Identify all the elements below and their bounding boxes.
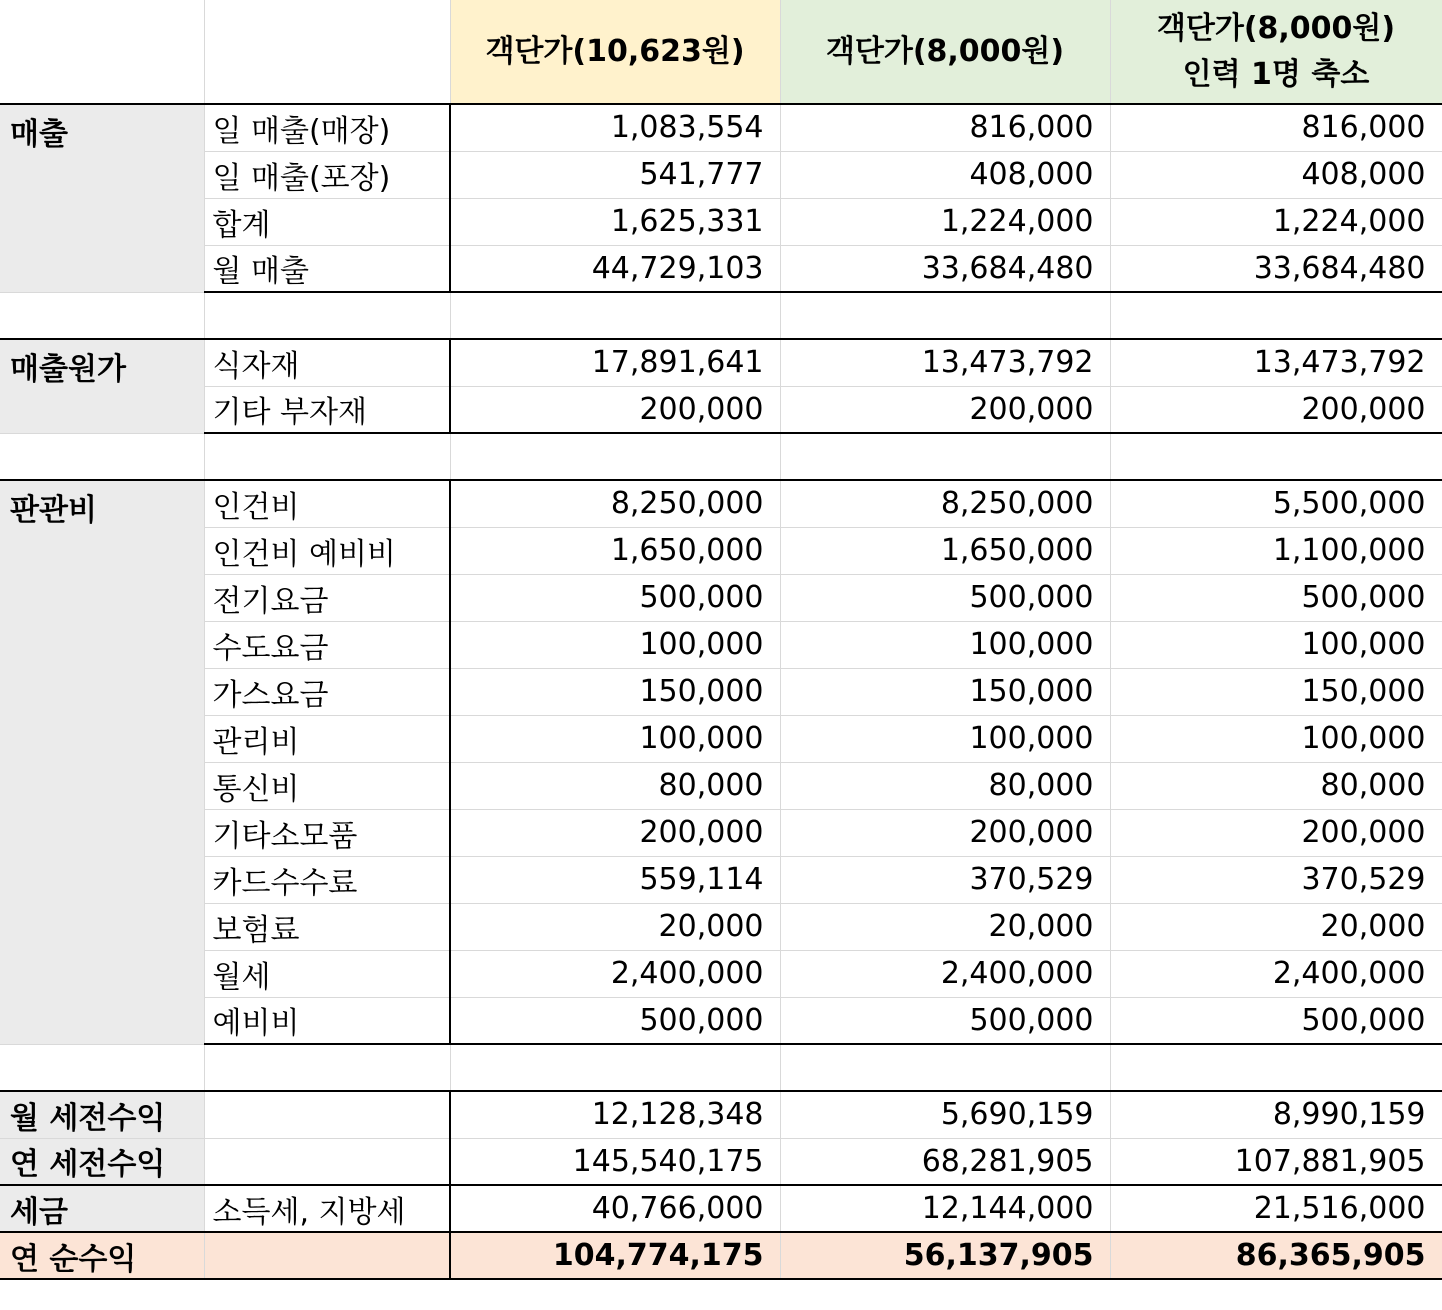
empty-cell[interactable] bbox=[204, 1232, 450, 1279]
table-row bbox=[0, 997, 1442, 1044]
category-sga[interactable]: 판관비 bbox=[0, 480, 204, 1044]
label-annual-pretax[interactable]: 연 세전수익 bbox=[0, 1138, 204, 1185]
value-cell[interactable]: 2,400,000 bbox=[450, 950, 780, 997]
row-label[interactable]: 가스요금 bbox=[204, 668, 450, 715]
row-label[interactable]: 월 매출 bbox=[204, 245, 450, 292]
value-cell[interactable]: 33,684,480 bbox=[1110, 245, 1442, 292]
value-cell[interactable]: 44,729,103 bbox=[450, 245, 780, 292]
table-row bbox=[0, 950, 1442, 997]
empty-cell[interactable] bbox=[0, 292, 204, 339]
value-cell[interactable]: 1,224,000 bbox=[780, 198, 1110, 245]
table-row bbox=[0, 1138, 1442, 1185]
empty-cell[interactable] bbox=[780, 433, 1110, 480]
row-label[interactable]: 인건비 bbox=[204, 480, 450, 527]
value-cell[interactable]: 200,000 bbox=[450, 386, 780, 433]
value-cell[interactable]: 1,625,331 bbox=[450, 198, 780, 245]
row-label[interactable]: 일 매출(포장) bbox=[204, 151, 450, 198]
blank-row bbox=[0, 292, 1442, 339]
value-cell[interactable]: 68,281,905 bbox=[780, 1138, 1110, 1185]
table-row bbox=[0, 715, 1442, 762]
value-cell[interactable]: 80,000 bbox=[1110, 762, 1442, 809]
value-cell[interactable]: 1,650,000 bbox=[450, 527, 780, 574]
table-row bbox=[0, 621, 1442, 668]
value-cell[interactable]: 5,690,159 bbox=[780, 1091, 1110, 1138]
value-cell[interactable]: 86,365,905 bbox=[1110, 1232, 1442, 1279]
value-cell[interactable]: 13,473,792 bbox=[780, 339, 1110, 386]
value-cell[interactable]: 408,000 bbox=[780, 151, 1110, 198]
empty-cell[interactable] bbox=[1110, 1044, 1442, 1091]
value-cell[interactable]: 100,000 bbox=[450, 621, 780, 668]
value-cell[interactable]: 408,000 bbox=[1110, 151, 1442, 198]
value-cell[interactable]: 20,000 bbox=[450, 903, 780, 950]
empty-cell[interactable] bbox=[0, 433, 204, 480]
table-row bbox=[0, 1185, 1442, 1232]
row-label[interactable]: 소득세, 지방세 bbox=[204, 1185, 450, 1232]
table-row bbox=[0, 856, 1442, 903]
empty-cell[interactable] bbox=[204, 292, 450, 339]
value-cell[interactable]: 1,083,554 bbox=[450, 104, 780, 151]
value-cell[interactable]: 500,000 bbox=[780, 574, 1110, 621]
value-cell[interactable]: 200,000 bbox=[780, 386, 1110, 433]
value-cell[interactable]: 107,881,905 bbox=[1110, 1138, 1442, 1185]
table-row bbox=[0, 527, 1442, 574]
table-row bbox=[0, 574, 1442, 621]
value-cell[interactable]: 40,766,000 bbox=[450, 1185, 780, 1232]
row-label[interactable]: 일 매출(매장) bbox=[204, 104, 450, 151]
value-cell[interactable]: 17,891,641 bbox=[450, 339, 780, 386]
value-cell[interactable]: 816,000 bbox=[1110, 104, 1442, 151]
value-cell[interactable]: 8,250,000 bbox=[780, 480, 1110, 527]
header-empty-cell[interactable] bbox=[204, 0, 450, 104]
label-net-income[interactable]: 연 순수익 bbox=[0, 1232, 204, 1279]
value-cell[interactable]: 100,000 bbox=[1110, 621, 1442, 668]
table-row bbox=[0, 480, 1442, 527]
header-scenario-3[interactable] bbox=[1110, 0, 1442, 104]
row-label[interactable]: 통신비 bbox=[204, 762, 450, 809]
row-label[interactable]: 수도요금 bbox=[204, 621, 450, 668]
value-cell[interactable]: 500,000 bbox=[1110, 574, 1442, 621]
value-cell[interactable]: 500,000 bbox=[450, 574, 780, 621]
label-tax[interactable]: 세금 bbox=[0, 1185, 204, 1232]
value-cell[interactable]: 541,777 bbox=[450, 151, 780, 198]
value-cell[interactable]: 33,684,480 bbox=[780, 245, 1110, 292]
table-row bbox=[0, 1091, 1442, 1138]
table-row bbox=[0, 245, 1442, 292]
empty-cell[interactable] bbox=[204, 433, 450, 480]
table-row bbox=[0, 668, 1442, 715]
table-row bbox=[0, 104, 1442, 151]
value-cell[interactable]: 150,000 bbox=[450, 668, 780, 715]
value-cell[interactable]: 1,650,000 bbox=[780, 527, 1110, 574]
table-row bbox=[0, 386, 1442, 433]
header-row bbox=[0, 0, 1442, 104]
header-scenario-3-line1: 객단가(8,000원) bbox=[1156, 10, 1396, 46]
empty-cell[interactable] bbox=[450, 292, 780, 339]
row-label[interactable]: 관리비 bbox=[204, 715, 450, 762]
value-cell[interactable]: 500,000 bbox=[780, 997, 1110, 1044]
empty-cell[interactable] bbox=[204, 1138, 450, 1185]
value-cell[interactable]: 12,144,000 bbox=[780, 1185, 1110, 1232]
row-label[interactable]: 기타소모품 bbox=[204, 809, 450, 856]
value-cell[interactable]: 500,000 bbox=[450, 997, 780, 1044]
empty-cell[interactable] bbox=[0, 1044, 204, 1091]
value-cell[interactable]: 2,400,000 bbox=[1110, 950, 1442, 997]
value-cell[interactable]: 500,000 bbox=[1110, 997, 1442, 1044]
value-cell[interactable]: 200,000 bbox=[450, 809, 780, 856]
row-label[interactable]: 식자재 bbox=[204, 339, 450, 386]
value-cell[interactable]: 1,224,000 bbox=[1110, 198, 1442, 245]
blank-row bbox=[0, 433, 1442, 480]
value-cell[interactable]: 370,529 bbox=[1110, 856, 1442, 903]
row-label[interactable]: 합계 bbox=[204, 198, 450, 245]
value-cell[interactable]: 100,000 bbox=[780, 621, 1110, 668]
value-cell[interactable]: 13,473,792 bbox=[1110, 339, 1442, 386]
value-cell[interactable]: 12,128,348 bbox=[450, 1091, 780, 1138]
value-cell[interactable]: 200,000 bbox=[1110, 809, 1442, 856]
empty-cell[interactable] bbox=[450, 433, 780, 480]
blank-row bbox=[0, 1044, 1442, 1091]
value-cell[interactable]: 104,774,175 bbox=[450, 1232, 780, 1279]
value-cell[interactable]: 200,000 bbox=[780, 809, 1110, 856]
value-cell[interactable]: 21,516,000 bbox=[1110, 1185, 1442, 1232]
net-income-row bbox=[0, 1232, 1442, 1279]
value-cell[interactable]: 370,529 bbox=[780, 856, 1110, 903]
value-cell[interactable]: 816,000 bbox=[780, 104, 1110, 151]
value-cell[interactable]: 145,540,175 bbox=[450, 1138, 780, 1185]
empty-cell[interactable] bbox=[1110, 292, 1442, 339]
header-scenario-2[interactable]: 객단가(8,000원) bbox=[780, 0, 1110, 104]
row-label[interactable]: 예비비 bbox=[204, 997, 450, 1044]
table-row bbox=[0, 198, 1442, 245]
label-monthly-pretax[interactable]: 월 세전수익 bbox=[0, 1091, 204, 1138]
value-cell[interactable]: 150,000 bbox=[780, 668, 1110, 715]
value-cell[interactable]: 150,000 bbox=[1110, 668, 1442, 715]
value-cell[interactable]: 2,400,000 bbox=[780, 950, 1110, 997]
empty-cell[interactable] bbox=[450, 1044, 780, 1091]
value-cell[interactable]: 56,137,905 bbox=[780, 1232, 1110, 1279]
header-scenario-3-line2: 인력 1명 축소 bbox=[1182, 56, 1370, 92]
value-cell[interactable]: 80,000 bbox=[780, 762, 1110, 809]
row-label[interactable]: 전기요금 bbox=[204, 574, 450, 621]
table-row bbox=[0, 151, 1442, 198]
table-row bbox=[0, 809, 1442, 856]
empty-cell[interactable] bbox=[204, 1044, 450, 1091]
row-label[interactable]: 카드수수료 bbox=[204, 856, 450, 903]
header-empty-cell[interactable] bbox=[0, 0, 204, 104]
row-label[interactable]: 기타 부자재 bbox=[204, 386, 450, 433]
empty-cell[interactable] bbox=[780, 1044, 1110, 1091]
table-row bbox=[0, 762, 1442, 809]
value-cell[interactable]: 8,250,000 bbox=[450, 480, 780, 527]
header-scenario-1[interactable]: 객단가(10,623원) bbox=[450, 0, 780, 104]
empty-cell[interactable] bbox=[780, 292, 1110, 339]
value-cell[interactable]: 8,990,159 bbox=[1110, 1091, 1442, 1138]
value-cell[interactable]: 5,500,000 bbox=[1110, 480, 1442, 527]
row-label[interactable]: 보험료 bbox=[204, 903, 450, 950]
category-sales[interactable]: 매출 bbox=[0, 104, 204, 292]
value-cell[interactable]: 100,000 bbox=[1110, 715, 1442, 762]
value-cell[interactable]: 20,000 bbox=[780, 903, 1110, 950]
row-label[interactable]: 인건비 예비비 bbox=[204, 527, 450, 574]
value-cell[interactable]: 559,114 bbox=[450, 856, 780, 903]
value-cell[interactable]: 100,000 bbox=[780, 715, 1110, 762]
table-row bbox=[0, 339, 1442, 386]
value-cell[interactable]: 20,000 bbox=[1110, 903, 1442, 950]
value-cell[interactable]: 1,100,000 bbox=[1110, 527, 1442, 574]
category-cogs[interactable]: 매출원가 bbox=[0, 339, 204, 433]
empty-cell[interactable] bbox=[204, 1091, 450, 1138]
value-cell[interactable]: 100,000 bbox=[450, 715, 780, 762]
table-row bbox=[0, 903, 1442, 950]
row-label[interactable]: 월세 bbox=[204, 950, 450, 997]
empty-cell[interactable] bbox=[1110, 433, 1442, 480]
value-cell[interactable]: 80,000 bbox=[450, 762, 780, 809]
value-cell[interactable]: 200,000 bbox=[1110, 386, 1442, 433]
